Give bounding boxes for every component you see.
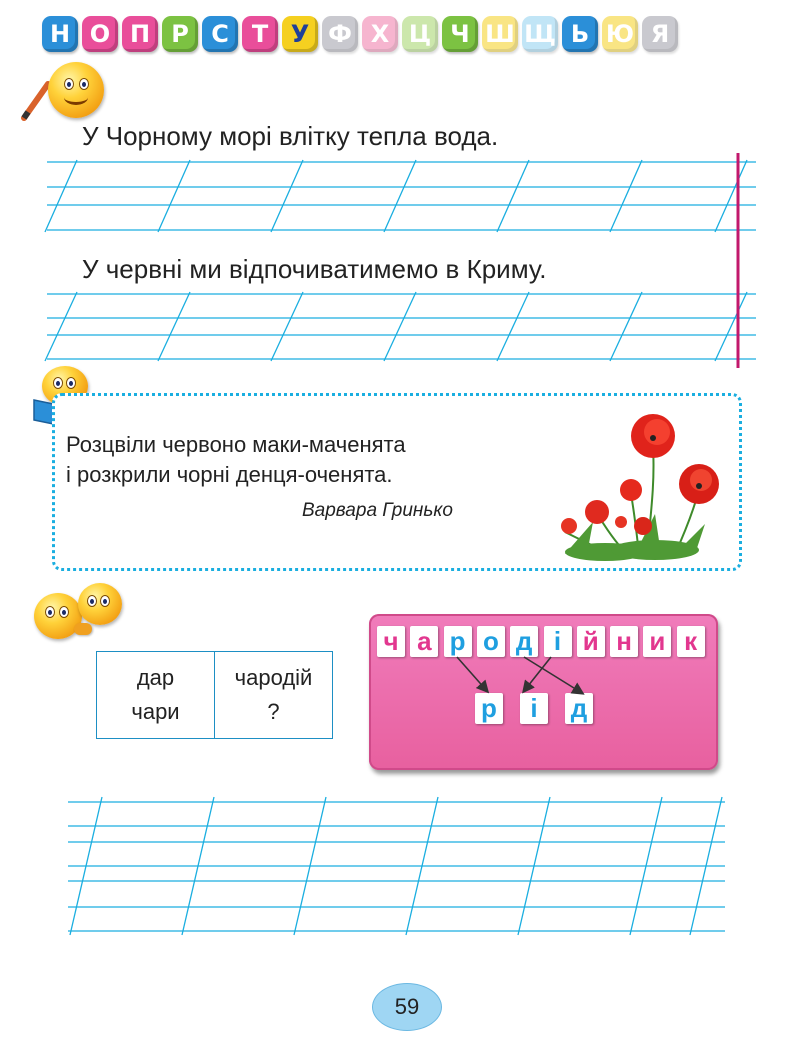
poem-line-2: і розкрили чорні денця-оченята. — [66, 462, 393, 487]
source-letter-tile: і — [544, 626, 572, 657]
source-letter-tile: к — [677, 626, 705, 657]
word-dar: дар — [136, 665, 175, 690]
slant-line — [45, 160, 77, 232]
slant-line — [158, 292, 190, 361]
slant-line — [715, 292, 747, 361]
result-letter-tile: д — [565, 693, 593, 724]
alphabet-letter: Ц — [402, 16, 438, 52]
source-letter-tile: р — [444, 626, 472, 657]
slant-line — [690, 797, 722, 935]
slant-line — [271, 292, 303, 361]
slant-line — [630, 797, 662, 935]
word-table-column-2 — [215, 652, 333, 739]
discussing-smileys-icon — [34, 583, 134, 645]
writing-smiley-icon — [18, 60, 108, 122]
source-letter-tile: и — [643, 626, 671, 657]
slant-line — [497, 160, 529, 232]
sentence-2: У червні ми відпочиватимемо в Криму. — [82, 254, 547, 284]
word-charodii: чародій — [234, 665, 313, 690]
slant-line — [384, 160, 416, 232]
slant-line — [406, 797, 438, 935]
word-table — [96, 651, 333, 739]
slant-line — [271, 160, 303, 232]
slant-line — [610, 160, 642, 232]
poem-author: Варвара Гринько — [302, 500, 453, 521]
slant-line — [610, 292, 642, 361]
slant-line — [45, 292, 77, 361]
alphabet-letter: Щ — [522, 16, 558, 52]
slant-line — [715, 160, 747, 232]
page-number: 59 — [372, 983, 442, 1031]
slant-line — [384, 292, 416, 361]
sentence-1: У Чорному морі влітку тепла вода. — [82, 121, 499, 151]
slant-line — [294, 797, 326, 935]
letter-arrows — [369, 614, 718, 770]
alphabet-letter: Р — [162, 16, 198, 52]
slant-line — [158, 160, 190, 232]
result-letter-tile: р — [475, 693, 503, 724]
alphabet-letter: Ш — [482, 16, 518, 52]
source-letter-tile: й — [577, 626, 605, 657]
alphabet-letter: У — [282, 16, 318, 52]
slant-line — [70, 797, 102, 935]
word-table-column-1 — [97, 652, 215, 739]
source-letter-tile: о — [477, 626, 505, 657]
source-letter-tile: а — [410, 626, 438, 657]
alphabet-letter: П — [122, 16, 158, 52]
result-letter-tile: і — [520, 693, 548, 724]
word-chary: чари — [131, 699, 180, 724]
slant-line — [497, 292, 529, 361]
word-question: ? — [267, 699, 280, 724]
alphabet-letter: Ь — [562, 16, 598, 52]
poem-callout — [52, 393, 742, 571]
magic-word-card — [369, 614, 718, 770]
slant-line — [182, 797, 214, 935]
poem-line-1: Розцвіли червоно маки-маченята — [66, 432, 406, 457]
alphabet-letter: О — [82, 16, 118, 52]
source-letter-tile: н — [610, 626, 638, 657]
poppies-illustration — [535, 402, 735, 562]
alphabet-letter: Ю — [602, 16, 638, 52]
alphabet-letter: Я — [642, 16, 678, 52]
alphabet-strip — [42, 16, 678, 52]
source-letter-tile: д — [510, 626, 538, 657]
alphabet-letter: Ч — [442, 16, 478, 52]
alphabet-letter: Ф — [322, 16, 358, 52]
alphabet-letter: С — [202, 16, 238, 52]
alphabet-letter: Х — [362, 16, 398, 52]
source-letter-tile: ч — [377, 626, 405, 657]
alphabet-letter: Т — [242, 16, 278, 52]
alphabet-letter: Н — [42, 16, 78, 52]
slant-line — [518, 797, 550, 935]
